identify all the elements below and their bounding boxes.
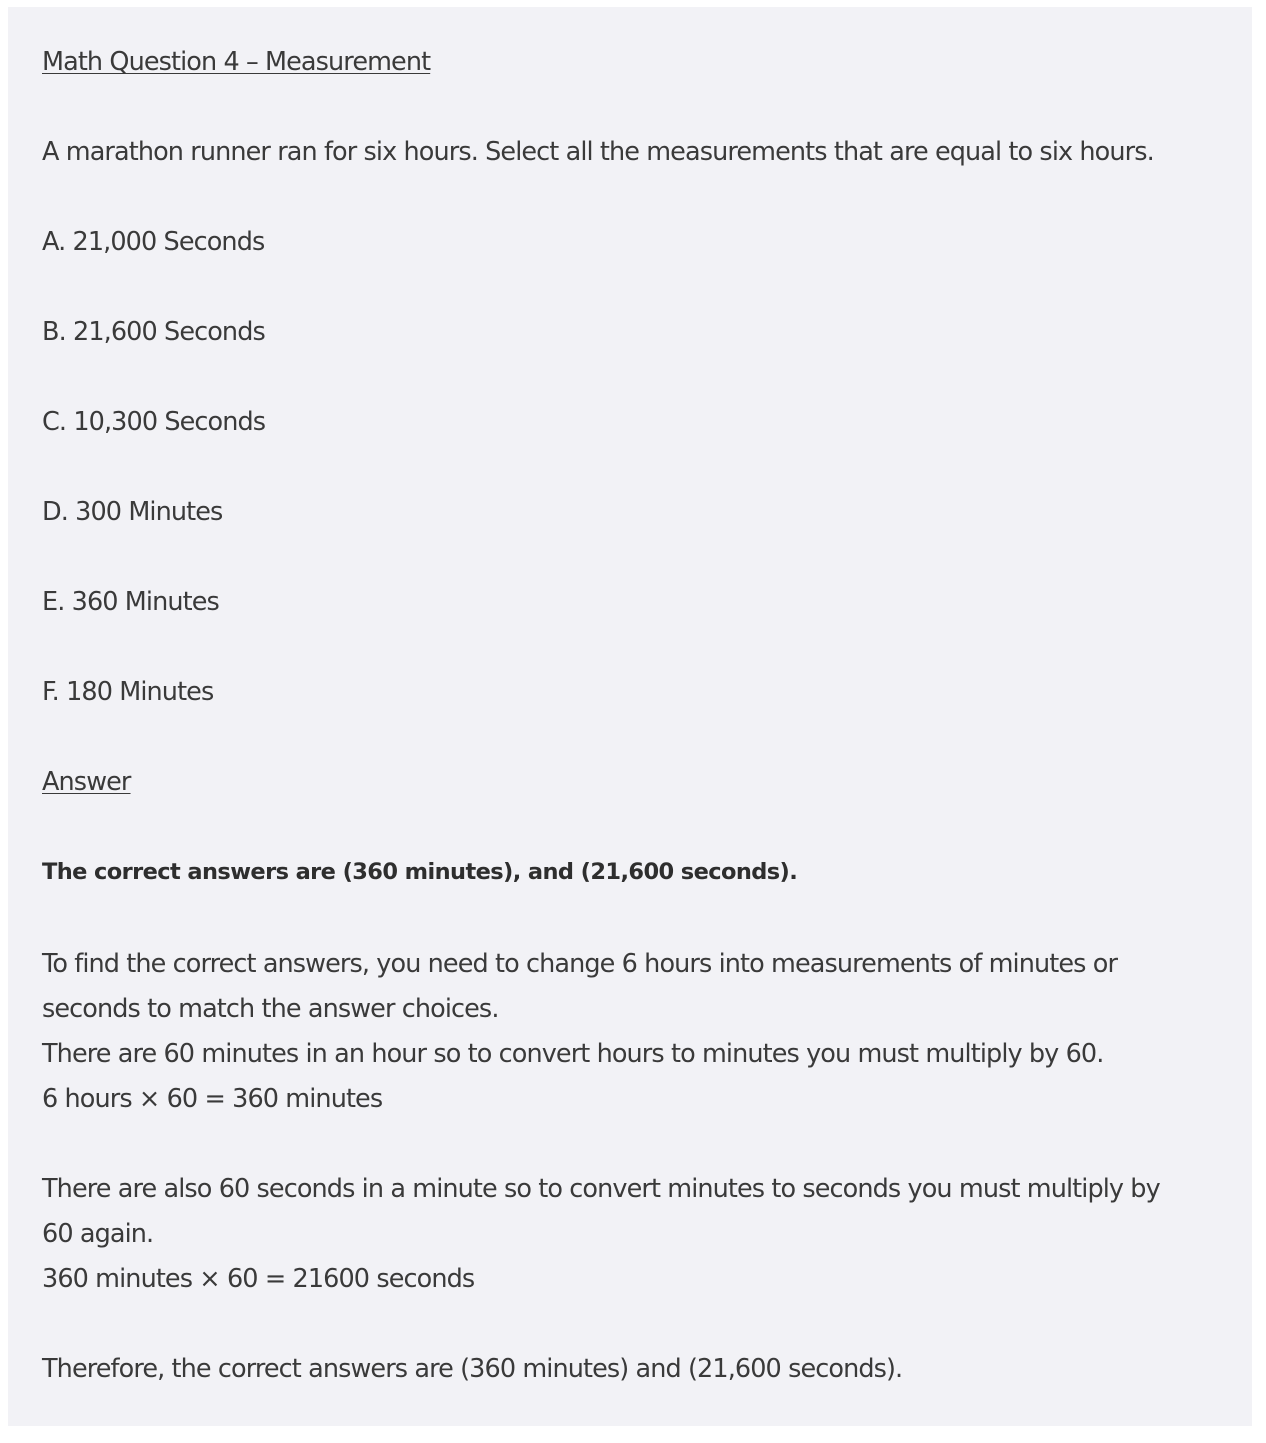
option-a: A. 21,000 Seconds — [42, 227, 265, 257]
question-title: Math Question 4 – Measurement — [42, 47, 431, 77]
answer-summary: The correct answers are (360 minutes), and (21,600 seconds). — [42, 859, 798, 885]
explanation-line: 60 again. — [42, 1219, 154, 1249]
option-f: F. 180 Minutes — [42, 677, 214, 707]
explanation-equation-seconds: 360 minutes × 60 = 21600 seconds — [42, 1264, 475, 1294]
explanation-line: There are 60 minutes in an hour so to convert hours to minutes you must multiply by 60. — [42, 1039, 1104, 1069]
option-b: B. 21,600 Seconds — [42, 317, 265, 347]
option-d: D. 300 Minutes — [42, 497, 223, 527]
answer-heading: Answer — [42, 767, 131, 797]
question-panel — [8, 7, 1252, 1426]
question-text: A marathon runner ran for six hours. Select all the measurements that are equal to six hours. — [42, 137, 1154, 167]
option-e: E. 360 Minutes — [42, 587, 219, 617]
option-c: C. 10,300 Seconds — [42, 407, 266, 437]
explanation-equation-minutes: 6 hours × 60 = 360 minutes — [42, 1084, 383, 1114]
conclusion: Therefore, the correct answers are (360 minutes) and (21,600 seconds). — [42, 1354, 903, 1384]
explanation-line: seconds to match the answer choices. — [42, 994, 499, 1024]
explanation-line: There are also 60 seconds in a minute so to convert minutes to seconds you must multiply by — [42, 1174, 1160, 1204]
explanation-line: To find the correct answers, you need to change 6 hours into measurements of minutes or — [42, 949, 1118, 979]
